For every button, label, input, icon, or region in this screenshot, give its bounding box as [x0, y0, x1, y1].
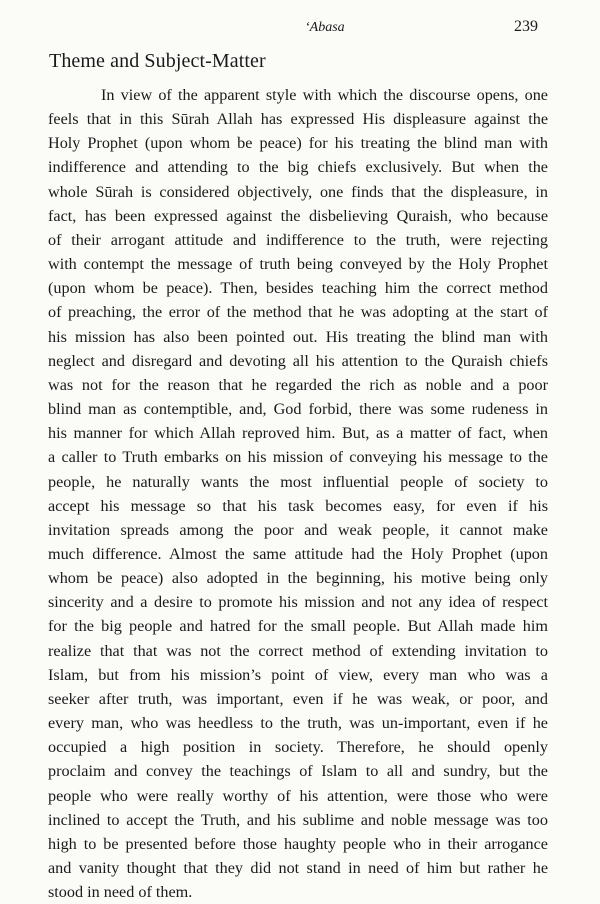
text-line: realize that that was not the correct method of extending invitation to [48, 641, 548, 660]
text-line: his mission has also been pointed out. His treating the blind man with [48, 327, 548, 346]
text-line: occupied a high position in society. Therefore, he should openly [48, 738, 548, 757]
text-line: seeker after truth, was important, even if he was weak, or poor, and [48, 689, 548, 708]
chapter-title: ʻAbasa [305, 20, 345, 35]
text-line: Holy Prophet (upon whom be peace) for his treating the blind man with [48, 134, 548, 153]
text-line: accept his message so that his task becomes easy, for even if his [48, 496, 548, 515]
text-line: inclined to accept the Truth, and his sublime and noble message was too [48, 810, 548, 829]
running-header [0, 20, 600, 40]
text-line: proclaim and convey the teachings of Islam to all and sundry, but the [48, 762, 548, 781]
text-line: whole Sūrah is considered objectively, one finds that the displeasure, in [48, 182, 548, 201]
text-line: every man, who was heedless to the truth, was un-important, even if he [48, 714, 548, 733]
text-line: fact, has been expressed against the disbelieving Quraish, who because [48, 206, 548, 225]
text-line: In view of the apparent style with which the discourse opens, one [101, 86, 548, 104]
body-paragraph [48, 83, 548, 904]
text-line: people who were really worthy of his attention, were those who were [48, 786, 548, 805]
text-line: feels that in this Sūrah Allah has expressed His displeasure against the [48, 110, 548, 129]
section-heading: Theme and Subject-Matter [49, 50, 266, 72]
text-line: a caller to Truth embarks on his mission of conveying his message to the [48, 448, 548, 467]
text-line: people, he naturally wants the most influential people of society to [48, 472, 548, 491]
text-line: blind man as contemptible, and, God forbid, there was some rudeness in [48, 400, 548, 419]
text-line: (upon whom be peace). Then, besides teaching him the correct method [48, 279, 548, 298]
text-line: with contempt the message of truth being conveyed by the Holy Prophet [48, 255, 548, 274]
text-line: stood in need of them. [48, 883, 193, 902]
text-line: of preaching, the error of the method that he was adopting at the start of [48, 303, 548, 322]
text-line: was not for the reason that he regarded the rich as noble and a poor [48, 375, 548, 394]
text-line: for the big people and hatred for the small people. But Allah made him [48, 617, 548, 636]
text-line: Islam, but from his mission’s point of view, every man who was a [48, 665, 548, 684]
text-line: neglect and disregard and devoting all his attention to the Quraish chiefs [48, 351, 548, 370]
text-line: invitation spreads among the poor and weak people, it cannot make [48, 520, 548, 539]
page-number: 239 [514, 18, 538, 35]
text-line: of their arrogant attitude and indifference to the truth, were rejecting [48, 230, 548, 249]
text-line: indifference and attending to the big chiefs exclusively. But when the [48, 158, 548, 177]
text-line: his manner for which Allah reproved him. But, as a matter of fact, when [48, 424, 548, 443]
text-line: and vanity thought that they did not stand in need of him but rather he [48, 859, 548, 877]
text-line: high to be presented before those haughty people who in their arrogance [48, 834, 548, 853]
text-line: whom be peace) also adopted in the beginning, his motive being only [48, 569, 548, 588]
text-line: sincerity and a desire to promote his mission and not any idea of respect [48, 593, 548, 612]
text-line: much difference. Almost the same attitude had the Holy Prophet (upon [48, 544, 548, 563]
